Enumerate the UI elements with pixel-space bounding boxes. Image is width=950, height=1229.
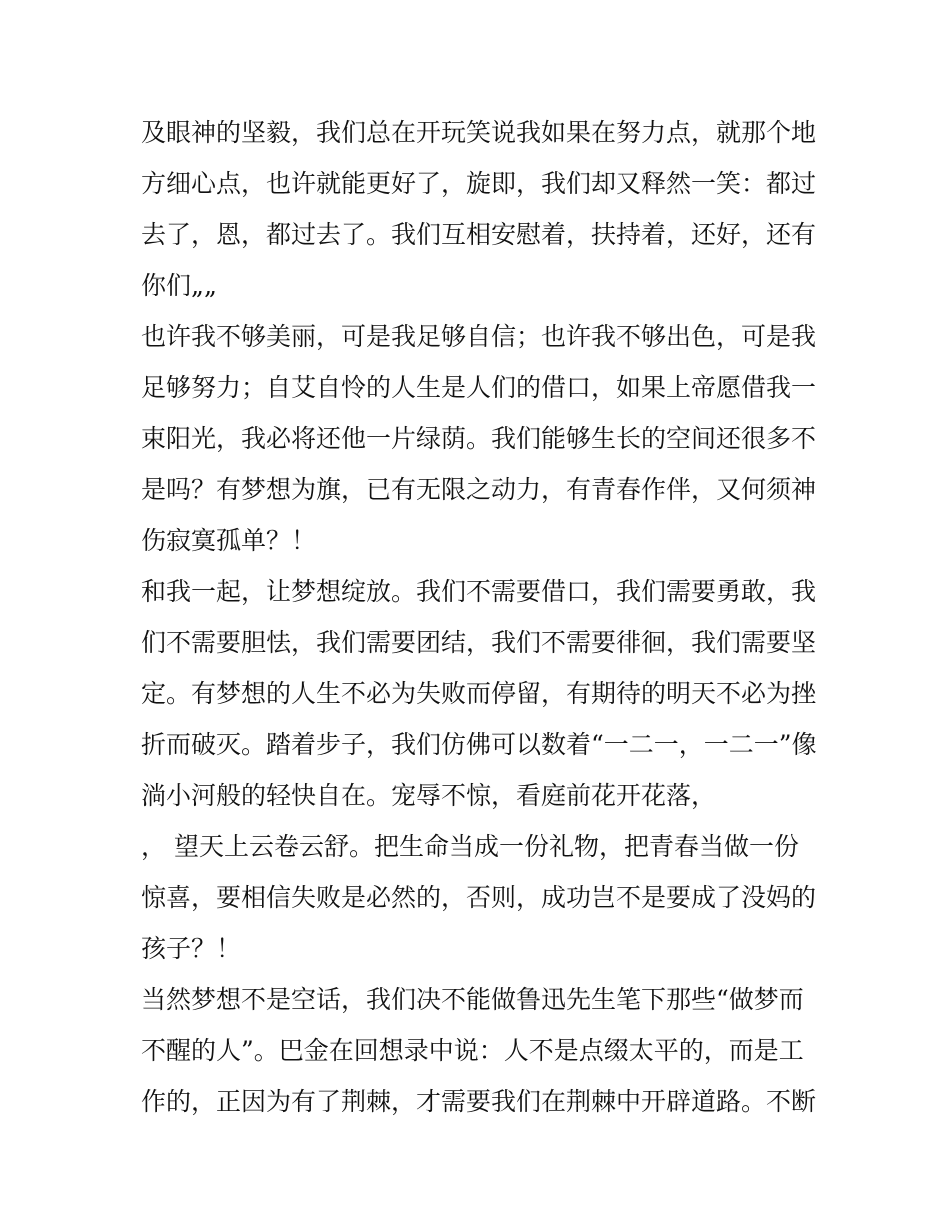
text-line: 方细心点，也许就能更好了，旋即，我们却又释然一笑：都过 bbox=[141, 169, 817, 198]
text-line: 束阳光，我必将还他一片绿荫。我们能够生长的空间还很多不 bbox=[141, 424, 817, 453]
text-line: 及眼神的坚毅，我们总在开玩笑说我如果在努力点，就那个地 bbox=[141, 118, 817, 147]
text-line: 们不需要胆怯，我们需要团结，我们不需要徘徊，我们需要坚 bbox=[141, 628, 817, 657]
body-text bbox=[141, 107, 821, 1127]
text-line: ， 望天上云卷云舒。把生命当成一份礼物，把青春当做一份 bbox=[141, 832, 799, 861]
text-line: 足够努力；自艾自怜的人生是人们的借口，如果上帝愿借我一 bbox=[141, 373, 817, 402]
text-line: 折而破灭。踏着步子，我们仿佛可以数着“一二一，一二一”像 bbox=[141, 730, 817, 759]
text-line: 孩子？！ bbox=[141, 934, 242, 963]
text-line: 和我一起，让梦想绽放。我们不需要借口，我们需要勇敢，我 bbox=[141, 577, 817, 606]
text-line: 伤寂寞孤单？！ bbox=[141, 526, 317, 555]
text-line: 你们„„ bbox=[141, 271, 217, 300]
text-line: 去了，恩，都过去了。我们互相安慰着，扶持着，还好，还有 bbox=[141, 220, 817, 249]
text-line: 作的，正因为有了荆棘，才需要我们在荆棘中开辟道路。不断 bbox=[141, 1087, 817, 1116]
text-line: 也许我不够美丽，可是我足够自信；也许我不够出色，可是我 bbox=[141, 322, 817, 351]
text-line: 惊喜，要相信失败是必然的，否则，成功岂不是要成了没妈的 bbox=[141, 883, 817, 912]
text-line: 淌小河般的轻快自在。宠辱不惊，看庭前花开花落， bbox=[141, 781, 717, 810]
text-line: 是吗？有梦想为旗，已有无限之动力，有青春作伴，又何须神 bbox=[141, 475, 817, 504]
text-line: 当然梦想不是空话，我们决不能做鲁迅先生笔下那些“做梦而 bbox=[141, 985, 804, 1014]
text-line: 定。有梦想的人生不必为失败而停留，有期待的明天不必为挫 bbox=[141, 679, 817, 708]
text-line: 不醒的人”。巴金在回想录中说：人不是点缀太平的，而是工 bbox=[141, 1036, 804, 1065]
